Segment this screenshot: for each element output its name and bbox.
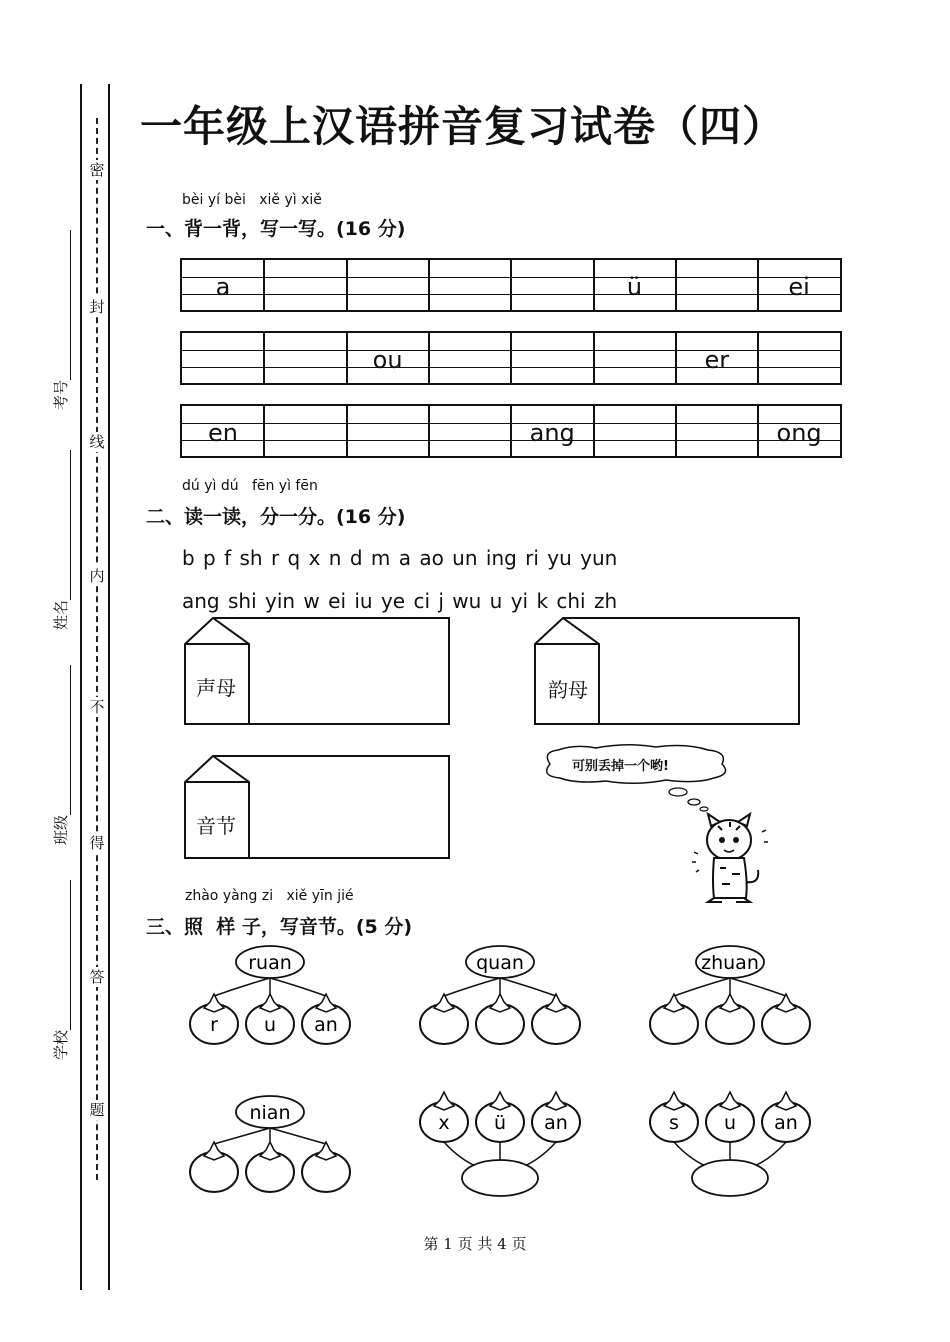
section2-pinyin: dú yì dú fēn yì fēn (182, 478, 318, 494)
tomato-icon[interactable] (420, 994, 468, 1044)
tomato-icon[interactable] (190, 994, 238, 1044)
tomato-icon[interactable] (532, 1092, 580, 1142)
tomato-icon[interactable] (246, 994, 294, 1044)
letters-line-2: ang shi yin w ei iu ye ci j wu u yi k chi zh (182, 589, 618, 613)
tomato-icon[interactable] (706, 994, 754, 1044)
class-label: 班级 (52, 814, 70, 845)
seal-char: 得 (87, 833, 107, 853)
seal-char: 线 (87, 432, 107, 452)
tomato-icon[interactable] (476, 994, 524, 1044)
seal-char: 答 (87, 967, 107, 987)
seal-char: 题 (87, 1100, 107, 1120)
grid-cell[interactable]: ang (529, 419, 575, 447)
grid-cell[interactable]: ei (788, 273, 810, 301)
grid-cell[interactable]: ou (372, 346, 403, 374)
tomato-icon[interactable] (706, 1092, 754, 1142)
seal-char: 内 (87, 566, 107, 586)
tomato-label: an (774, 1112, 798, 1134)
tomato-icon[interactable] (650, 1092, 698, 1142)
syllable-text: zhuan (701, 952, 759, 974)
syllable-text: quan (476, 952, 524, 974)
tomato-icon[interactable] (302, 994, 350, 1044)
house-label-shengmu: 声母 (196, 676, 236, 700)
grid-cell[interactable]: a (215, 273, 231, 301)
house-label-yinjie: 音节 (196, 814, 236, 838)
tomato-icon[interactable] (302, 1142, 350, 1192)
house-label-yunmu: 韵母 (548, 678, 588, 702)
tomato-icon[interactable] (532, 994, 580, 1044)
section3-pinyin: zhào yàng zi xiě yīn jié (185, 888, 354, 904)
answer-oval[interactable] (462, 1160, 538, 1196)
section1-heading: 一、背一背，写一写。(16 分) (146, 218, 406, 240)
seal-char: 封 (87, 297, 107, 317)
grid-cell[interactable]: ong (776, 419, 822, 447)
grid-cell[interactable]: en (208, 419, 238, 447)
page-title: 一年级上汉语拼音复习试卷（四） (140, 102, 786, 151)
school-label: 学校 (52, 1029, 70, 1060)
tomato-label: u (723, 1112, 737, 1134)
tomato-label: u (263, 1014, 277, 1036)
tomato-label: r (210, 1014, 218, 1036)
syllable-text: nian (249, 1102, 291, 1124)
section3-heading: 三、照 样 子，写音节。(5 分) (146, 916, 413, 938)
letters-line-1: b p f sh r q x n d m a ao un ing ri yu yun (182, 546, 618, 570)
tomato-icon[interactable] (246, 1142, 294, 1192)
tomato-label: s (669, 1112, 679, 1134)
tomato-label: x (438, 1112, 450, 1134)
tomato-icon[interactable] (762, 994, 810, 1044)
section2-heading: 二、读一读，分一分。(16 分) (146, 506, 406, 528)
tomato-icon[interactable] (650, 994, 698, 1044)
grid-cell[interactable]: er (704, 346, 730, 374)
tomato-label: an (544, 1112, 568, 1134)
section1-pinyin: bèi yí bèi xiě yì xiě (182, 192, 322, 208)
exam-number-label: 考号 (52, 379, 70, 410)
name-label: 姓名 (52, 599, 70, 630)
tomato-label: ü (493, 1112, 507, 1134)
tomato-icon[interactable] (476, 1092, 524, 1142)
bubble-text: 可别丢掉一个哟! (572, 759, 669, 774)
grid-cell[interactable]: ü (626, 273, 643, 301)
seal-char: 不 (87, 697, 107, 717)
answer-oval[interactable] (692, 1160, 768, 1196)
tomato-label: an (314, 1014, 338, 1036)
syllable-text: ruan (248, 952, 292, 974)
tomato-icon[interactable] (762, 1092, 810, 1142)
page-footer: 第 1 页 共 4 页 (423, 1235, 527, 1253)
tomato-icon[interactable] (190, 1142, 238, 1192)
seal-char: 密 (87, 160, 107, 180)
tomato-icon[interactable] (420, 1092, 468, 1142)
